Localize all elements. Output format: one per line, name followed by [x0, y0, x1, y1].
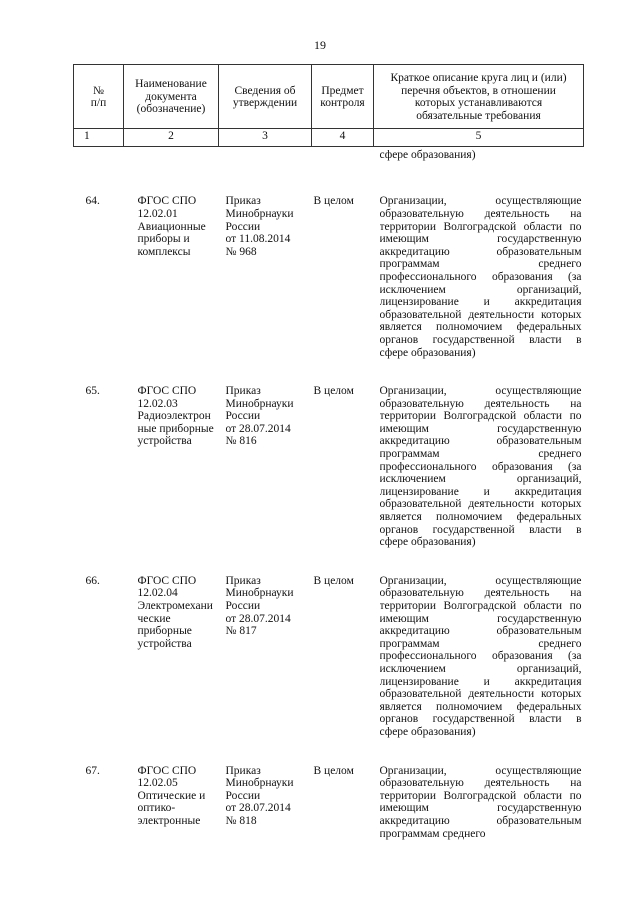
approval-line: Приказ — [225, 574, 261, 587]
description-line: территории Волгоградской области по — [379, 600, 582, 612]
description-line: аккредитацию образовательным — [379, 625, 582, 638]
approval-line: № 968 — [225, 245, 257, 258]
description-line: органов государственной власти в — [379, 713, 582, 726]
description-line: сфере образования) — [379, 346, 476, 359]
description-line: аккредитацию образовательным — [379, 245, 582, 258]
row-number: 64. — [85, 195, 100, 208]
description-line: Организации, осуществляющие — [379, 574, 582, 587]
header-line: обязательные требования — [416, 109, 541, 122]
approval-line: Минобрнауки — [225, 777, 294, 790]
approval-line: Приказ — [225, 385, 261, 398]
approval-line: России — [225, 410, 261, 423]
row-number: 66. — [85, 574, 100, 587]
header-line: (обозначение) — [136, 103, 206, 116]
description-line: лицензирование и аккредитация — [379, 675, 582, 688]
header-cell-number — [74, 65, 124, 129]
approval-line: от 28.07.2014 — [225, 802, 291, 815]
description-line: образовательную деятельность на — [379, 207, 582, 220]
description-line: образовательную деятельность на — [379, 587, 582, 600]
document-name-line: приборы и — [137, 233, 190, 246]
header-line: п/п — [90, 97, 107, 110]
description-line: имеющим государственную — [379, 802, 582, 815]
header-line: документа — [145, 90, 197, 103]
description-line: сфере образования) — [379, 536, 476, 549]
document-name — [124, 191, 219, 359]
document-name-line: приборные — [137, 625, 192, 638]
document-name-line: 12.02.05 — [137, 777, 178, 790]
document-name-line: 12.02.01 — [137, 207, 178, 220]
description-line: аккредитацию образовательным — [379, 435, 582, 448]
header-cell-approval — [219, 65, 312, 129]
document-name-line: Электромехани — [137, 600, 213, 612]
description-line: территории Волгоградской области по — [379, 220, 582, 233]
header-line: перечня объектов, в отношении — [401, 84, 556, 97]
table-row — [74, 571, 584, 739]
description-line: исключением организаций, — [379, 662, 582, 675]
document-name-line: ные приборные — [137, 422, 214, 435]
document-name-line: устройства — [137, 637, 192, 650]
continuation-text: сфере образования) — [379, 149, 476, 162]
control-subject: В целом — [313, 195, 354, 208]
description-line: имеющим государственную — [379, 612, 582, 625]
approval-line: России — [225, 220, 261, 233]
description-line: образовательную деятельность на — [379, 397, 582, 410]
description-line: территории Волгоградской области по — [379, 789, 582, 802]
description-line: органов государственной власти в — [379, 333, 582, 346]
header-cell-name — [124, 65, 219, 129]
approval-line: Минобрнауки — [225, 587, 294, 600]
scope-description — [374, 381, 584, 549]
document-name-line: электронные — [137, 814, 201, 827]
approval-info — [219, 381, 312, 549]
header-line: контроля — [320, 97, 365, 110]
document-name — [124, 381, 219, 549]
scope-description — [374, 761, 584, 841]
description-line: лицензирование и аккредитация — [379, 296, 582, 309]
approval-line: № 816 — [225, 435, 257, 448]
description-line: образовательной деятельности которых — [379, 688, 582, 701]
table-row — [74, 761, 584, 841]
approval-line: от 28.07.2014 — [225, 612, 291, 625]
requirements-table — [73, 64, 584, 840]
document-name-line: Радиоэлектрон — [137, 410, 211, 423]
header-line: № — [93, 84, 104, 97]
description-line: Организации, осуществляющие — [379, 764, 582, 777]
description-line: программам среднего — [379, 258, 582, 271]
description-line: имеющим государственную — [379, 233, 582, 246]
table-row — [74, 191, 584, 359]
table-body — [74, 65, 584, 841]
approval-line: № 817 — [225, 625, 257, 638]
document-name-line: 12.02.03 — [137, 397, 178, 410]
approval-line: Приказ — [225, 764, 261, 777]
approval-line: от 11.08.2014 — [225, 233, 291, 246]
column-number-row — [74, 129, 584, 147]
scope-description — [374, 571, 584, 739]
header-cell-description — [374, 65, 584, 129]
document-name-line: 12.02.04 — [137, 587, 178, 600]
document-name-line: ФГОС СПО — [137, 764, 197, 777]
description-line: исключением организаций, — [379, 473, 582, 486]
document-name-line: Авиационные — [137, 220, 206, 233]
description-line: аккредитацию образовательным — [379, 814, 582, 827]
column-number: 2 — [124, 129, 219, 147]
description-line: образовательной деятельности которых — [379, 498, 582, 511]
approval-line: № 818 — [225, 814, 257, 827]
description-line: профессионального образования (за — [379, 270, 582, 283]
header-line: утверждении — [232, 97, 298, 110]
approval-line: Приказ — [225, 195, 261, 208]
control-subject: В целом — [313, 764, 354, 777]
column-number: 4 — [312, 129, 374, 147]
header-line: которых устанавливаются — [414, 97, 543, 110]
approval-line: России — [225, 600, 261, 612]
description-line: исключением организаций, — [379, 283, 582, 296]
description-line: образовательную деятельность на — [379, 777, 582, 790]
approval-info — [219, 571, 312, 739]
description-line: образовательной деятельности которых — [379, 308, 582, 321]
document-name-line: ФГОС СПО — [137, 574, 197, 587]
approval-line: Минобрнауки — [225, 207, 294, 220]
column-number: 1 — [74, 129, 124, 147]
document-name-line: оптико- — [137, 802, 176, 815]
control-subject: В целом — [313, 574, 354, 587]
header-line: Наименование — [135, 78, 207, 91]
description-line: является полномочием федеральных — [379, 321, 582, 334]
continuation-row — [74, 147, 584, 170]
document-name-line: комплексы — [137, 245, 191, 258]
approval-line: от 28.07.2014 — [225, 422, 291, 435]
description-line: имеющим государственную — [379, 422, 582, 435]
description-line: Организации, осуществляющие — [379, 195, 582, 208]
description-line: является полномочием федеральных — [379, 700, 582, 713]
page-number: 19 — [314, 38, 326, 52]
column-number: 5 — [374, 129, 584, 147]
description-line: является полномочием федеральных — [379, 511, 582, 524]
header-line: Краткое описание круга лиц и (или) — [390, 72, 567, 84]
description-line: Организации, осуществляющие — [379, 385, 582, 398]
row-number: 65. — [85, 385, 100, 398]
approval-info — [219, 191, 312, 359]
row-number: 67. — [85, 764, 100, 777]
description-line: программам среднего — [379, 448, 582, 461]
control-subject: В целом — [313, 385, 354, 398]
document-name-line: ческие — [137, 612, 171, 625]
header-row — [74, 65, 584, 129]
document-name — [124, 761, 219, 841]
document-name-line: ФГОС СПО — [137, 195, 197, 208]
description-line: профессионального образования (за — [379, 650, 582, 663]
description-line: территории Волгоградской области по — [379, 410, 582, 423]
approval-line: Минобрнауки — [225, 397, 294, 410]
scope-description — [374, 191, 584, 359]
description-line: лицензирование и аккредитация — [379, 485, 582, 498]
description-line: программам среднего — [379, 637, 582, 650]
document-name-line: устройства — [137, 435, 192, 448]
header-line: Предмет — [321, 84, 364, 97]
document-name — [124, 571, 219, 739]
approval-info — [219, 761, 312, 841]
table-row — [74, 381, 584, 549]
header-line: Сведения об — [234, 84, 296, 97]
description-line: программам среднего — [379, 827, 486, 840]
approval-line: России — [225, 789, 261, 802]
column-number: 3 — [219, 129, 312, 147]
description-line: органов государственной власти в — [379, 523, 582, 536]
description-line: сфере образования) — [379, 725, 476, 738]
header-cell-subject — [312, 65, 374, 129]
description-line: профессионального образования (за — [379, 460, 582, 473]
document-name-line: ФГОС СПО — [137, 385, 197, 398]
document-name-line: Оптические и — [137, 789, 206, 802]
